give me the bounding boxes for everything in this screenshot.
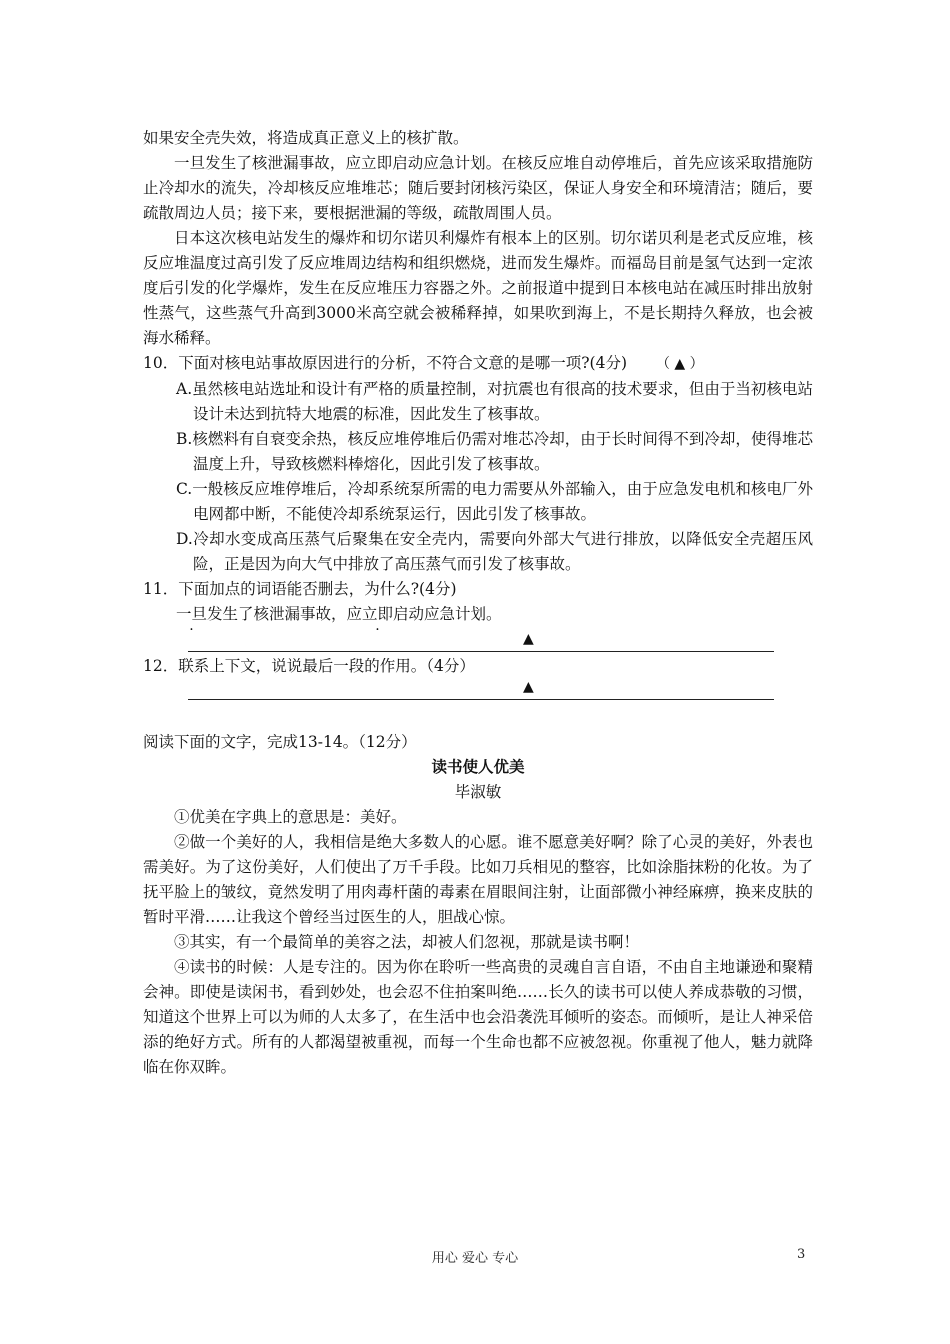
answer-line-11[interactable] (188, 627, 774, 652)
passage-paragraph: 如果安全壳失效，将造成真正意义上的核扩散。 (143, 129, 469, 147)
option-b: B.核燃料有自衰变余热，核反应堆停堆后仍需对堆芯冷却，由于长时间得不到冷却，使得堆芯温度上升，导致核燃料棒熔化，因此引发了核事故。 (176, 430, 813, 473)
answer-bracket: （ ▲ ） (655, 356, 704, 372)
question-10-stem (143, 351, 813, 377)
answer-triangle-mark: ▲ (523, 631, 534, 647)
question-10-text: 10．下面对核电站事故原因进行的分析，不符合文意的是哪一项?(4分) (143, 354, 627, 372)
article-title: 读书使人优美 (431, 758, 525, 776)
passage-paragraph: 日本这次核电站发生的爆炸和切尔诺贝利爆炸有根本上的区别。切尔诺贝利是老式反应堆，核反应堆温度过高引发了反应堆周边结构和组织燃烧，进而发生爆炸。而福岛目前是氢气达到一定浓度后引发的化学爆炸，发生在反应堆压力容器之外。之前报道中提到日本核电站在减压时排出放射性蒸气，这些蒸气升高到3000米高空就会被稀释掉，如果吹到海上，不是长期持久释放，也会被海水稀释。 (143, 229, 813, 347)
passage-paragraph: 一旦发生了核泄漏事故，应立即启动应急计划。在核反应堆自动停堆后，首先应该采取措施防止冷却水的流失，冷却核反应堆堆芯；随后要封闭核污染区，保证人身安全和环境清洁；随后，要疏散周边人员；接下来，要根据泄漏的等级，疏散周围人员。 (143, 154, 813, 222)
option-a: A.虽然核电站选址和设计有严格的质量控制，对抗震也有很高的技术要求，但由于当初核电站设计未达到抗特大地震的标准，因此发生了核事故。 (176, 380, 813, 423)
question-11-stem: 11．下面加点的词语能否删去，为什么?(4分) (143, 580, 457, 598)
article-paragraph: ②做一个美好的人，我相信是绝大多数人的心愿。谁不愿意美好啊？除了心灵的美好，外表也需美好。为了这份美好，人们使出了万千手段。比如刀兵相见的整容，比如涂脂抹粉的化妆。为了抚平脸上的皱纹，竟然发明了用肉毒杆菌的毒素在眉眼间注射，让面部微小神经麻痹，换来皮肤的暂时平滑……让我这个曾经当过医生的人，胆战心惊。 (143, 833, 813, 926)
page-footer: 用心 爱心 专心 (431, 1251, 519, 1266)
article-author: 毕淑敏 (454, 783, 502, 801)
question-11-sentence: 一旦发生了核泄漏事故，应立即启动应急计划。 (143, 602, 813, 627)
answer-triangle-mark: ▲ (523, 679, 534, 695)
answer-line-12[interactable] (188, 679, 774, 700)
option-c: C.一般核反应堆停堆后，冷却系统泵所需的电力需要从外部输入，由于应急发电机和核电厂外电网都中断，不能使冷却系统泵运行，因此引发了核事故。 (176, 480, 813, 523)
article-paragraph: ①优美在字典上的意思是：美好。 (174, 808, 407, 826)
section-intro: 阅读下面的文字，完成13-14。（12分） (143, 733, 417, 751)
option-d: D.冷却水变成高压蒸气后聚集在安全壳内，需要向外部大气进行排放，以降低安全壳超压风险，正是因为向大气中排放了高压蒸气而引发了核事故。 (176, 530, 813, 573)
dotted-word-yidan: 一旦 (176, 605, 208, 623)
question-12-stem: 12．联系上下文，说说最后一段的作用。（4分） (143, 657, 475, 675)
dotted-word-liji: 立即 (362, 605, 394, 623)
page-number: 3 (797, 1247, 806, 1262)
article-paragraph: ③其实，有一个最简单的美容之法，却被人们忽视，那就是读书啊！ (174, 933, 640, 951)
article-paragraph: ④读书的时候：人是专注的。因为你在聆听一些高贵的灵魂自言自语，不由自主地谦逊和聚精会神。即使是读闲书，看到妙处，也会忍不住拍案叫绝……长久的读书可以使人养成恭敬的习惯，知道这个世界上可以为师的人太多了，在生活中也会沿袭洗耳倾听的姿态。而倾听，是让人神采倍添的绝好方式。所有的人都渴望被重视，而每一个生命也都不应被忽视。你重视了他人，魅力就降临在你双眸。 (143, 958, 813, 1076)
page-content (143, 126, 813, 1080)
